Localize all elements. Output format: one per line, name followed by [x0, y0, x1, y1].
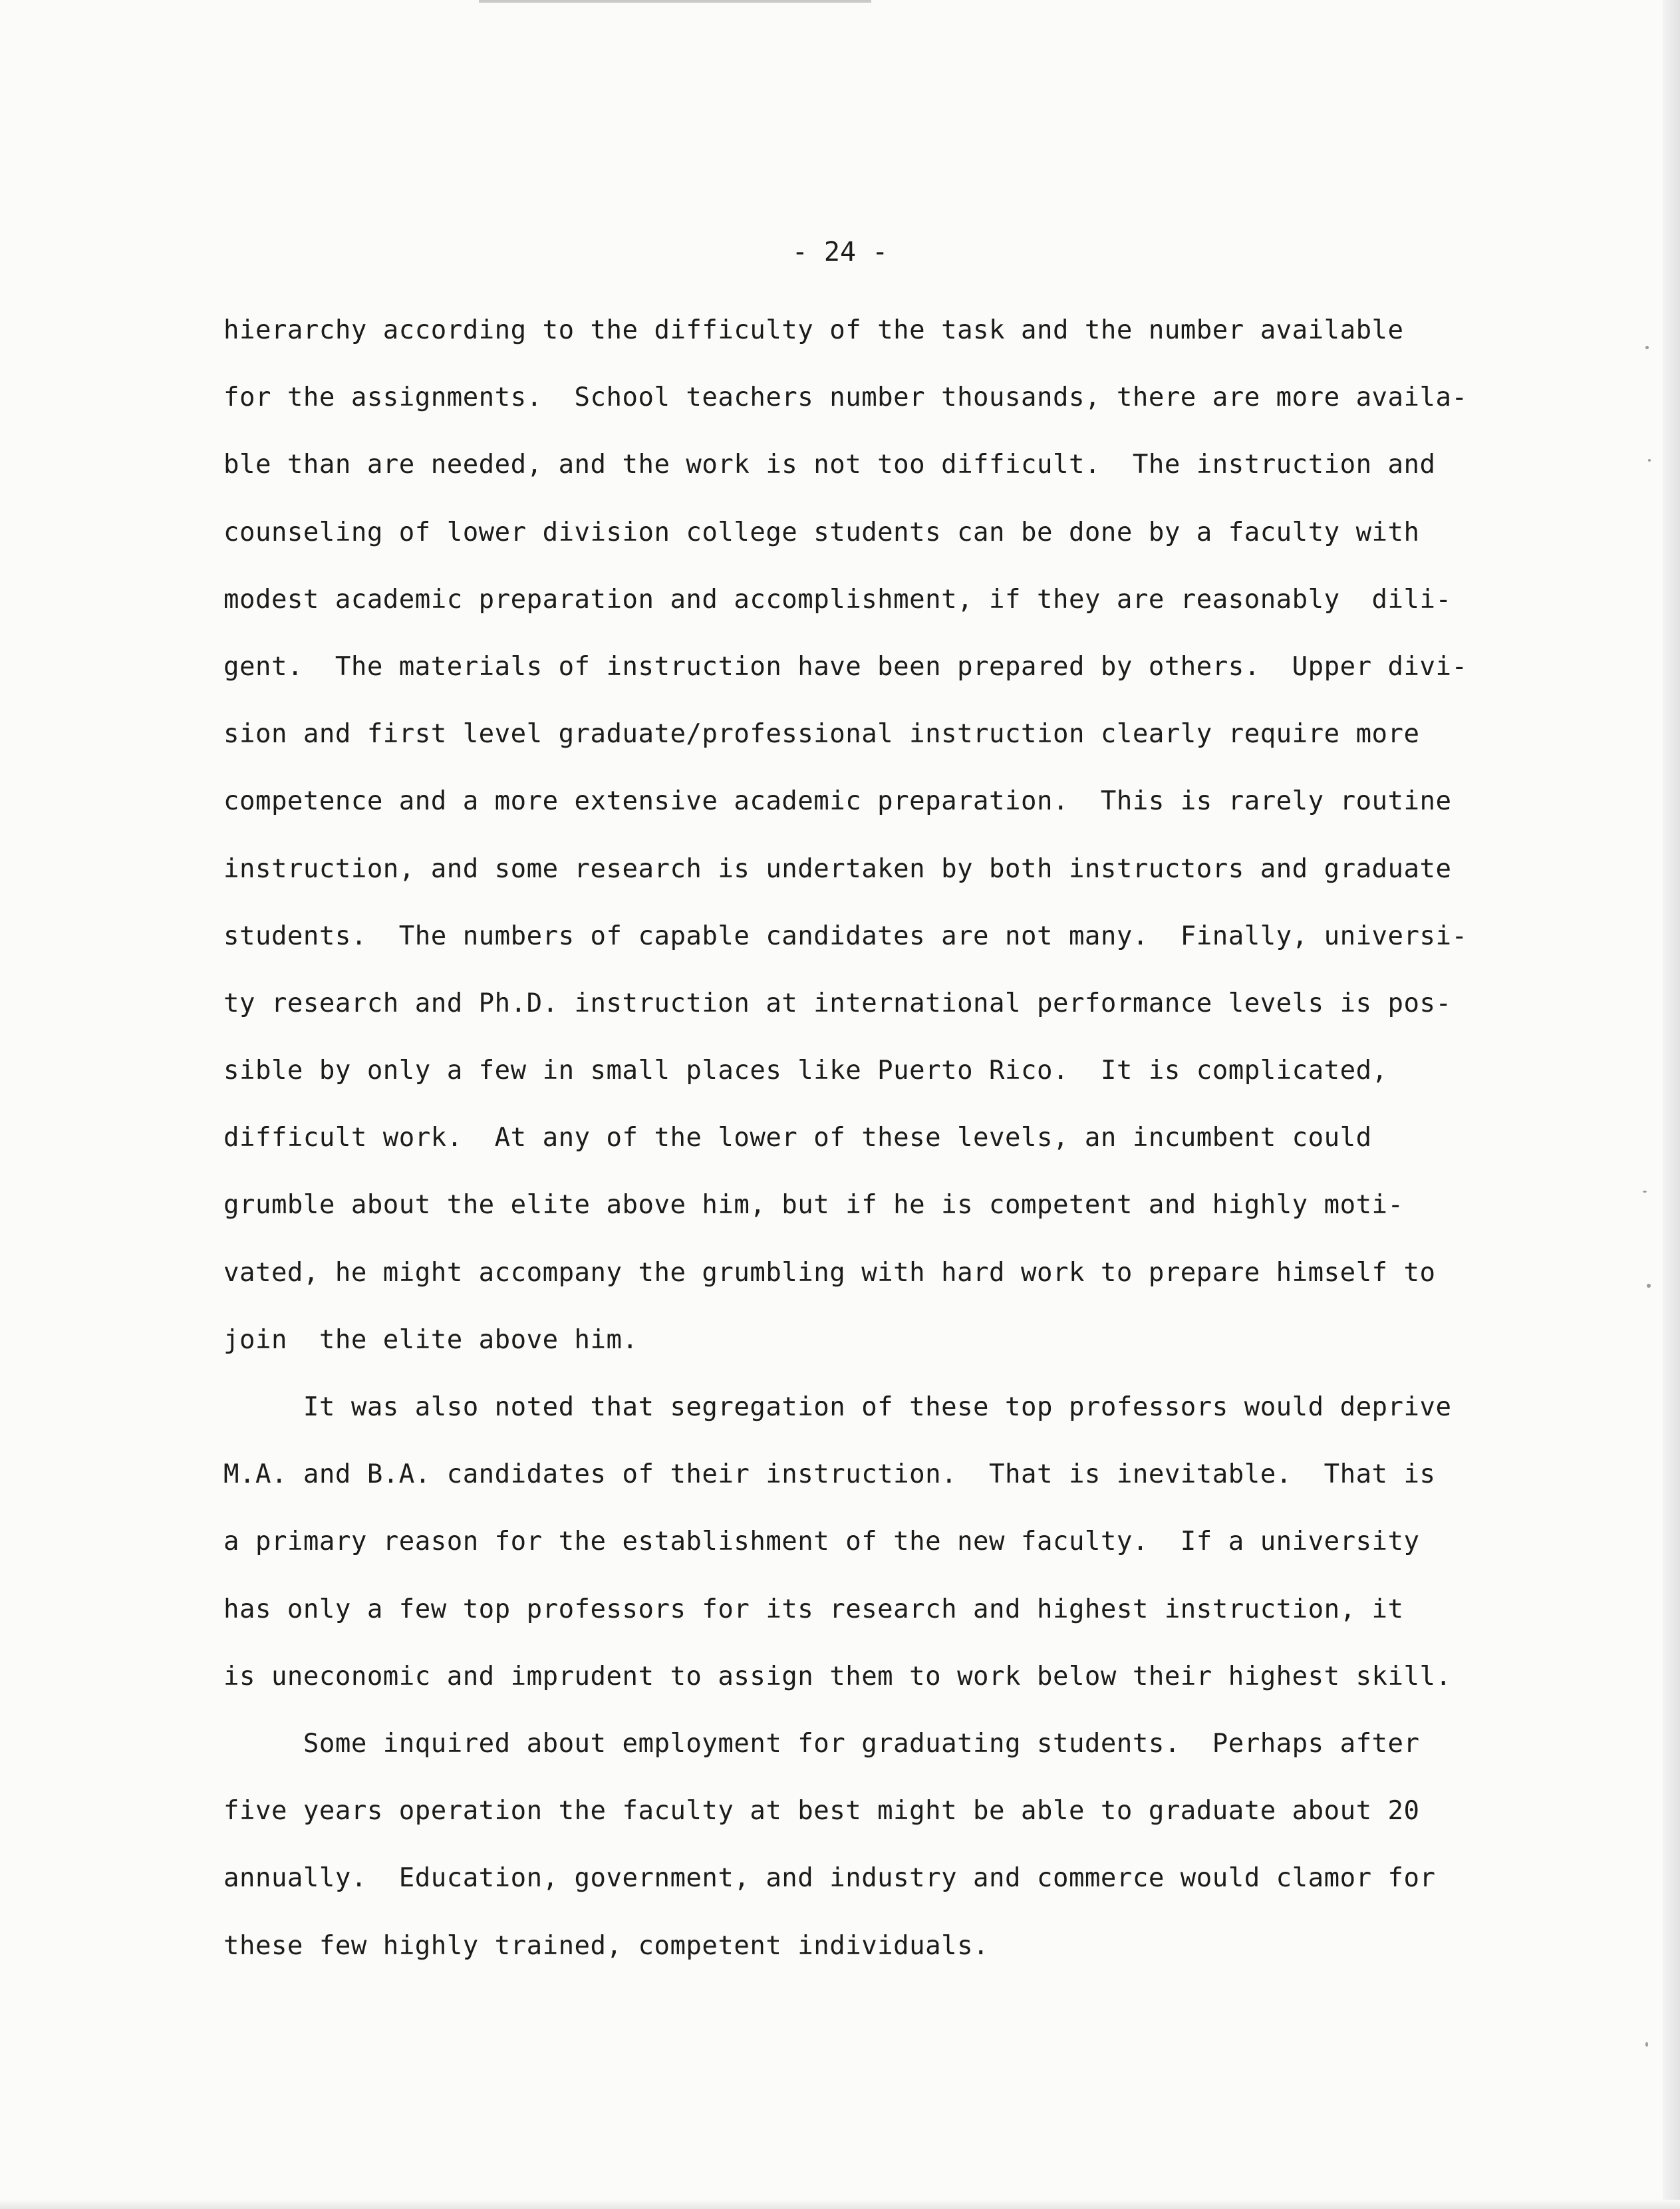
text-line: gent. The materials of instruction have been prepared by others. Upper divi-: [223, 651, 1468, 682]
text-line: difficult work. At any of the lower of these levels, an incumbent could: [223, 1123, 1372, 1153]
body-text: [223, 297, 1540, 1980]
scan-right-edge: [1663, 0, 1680, 2209]
text-line: sion and first level graduate/professional instruction clearly require more: [223, 719, 1420, 750]
scan-speck: [1645, 346, 1649, 349]
text-line: ble than are needed, and the work is not too difficult. The instruction and: [223, 450, 1436, 480]
text-line: modest academic preparation and accomplishment, if they are reasonably dili-: [223, 584, 1452, 615]
page-number: - 24 -: [791, 237, 889, 267]
text-line: annually. Education, government, and industry and commerce would clamor for: [223, 1863, 1436, 1894]
text-line: hierarchy according to the difficulty of the task and the number available: [223, 315, 1404, 345]
text-line: sible by only a few in small places like Puerto Rico. It is complicated,: [223, 1056, 1388, 1086]
scan-speck: [1647, 1284, 1651, 1288]
text-line: competence and a more extensive academic preparation. This is rarely routine: [223, 786, 1452, 817]
text-line: is uneconomic and imprudent to assign them to work below their highest skill.: [223, 1661, 1452, 1692]
scan-speck: [1643, 1191, 1647, 1193]
scan-speck: [1648, 459, 1651, 462]
text-line: has only a few top professors for its research and highest instruction, it: [223, 1594, 1404, 1624]
text-line: students. The numbers of capable candidates are not many. Finally, universi-: [223, 921, 1468, 951]
text-line: ty research and Ph.D. instruction at international performance levels is pos-: [223, 988, 1452, 1018]
text-line: five years operation the faculty at best might be able to graduate about 20: [223, 1796, 1420, 1827]
scan-bottom-edge: [0, 2200, 1680, 2209]
scan-speck: [1645, 2042, 1648, 2047]
text-line: It was also noted that segregation of these top professors would deprive: [223, 1392, 1452, 1422]
text-line: for the assignments. School teachers number thousands, there are more availa-: [223, 382, 1468, 413]
text-line: Some inquired about employment for graduating students. Perhaps after: [223, 1728, 1420, 1759]
text-line: vated, he might accompany the grumbling with hard work to prepare himself to: [223, 1257, 1436, 1288]
text-line: grumble about the elite above him, but if he is competent and highly moti-: [223, 1190, 1404, 1221]
text-line: instruction, and some research is undertaken by both instructors and graduate: [223, 853, 1452, 884]
scan-top-rule: [479, 0, 871, 3]
text-line: counseling of lower division college students can be done by a faculty with: [223, 517, 1420, 547]
text-line: join the elite above him.: [223, 1324, 638, 1355]
text-line: these few highly trained, competent individuals.: [223, 1930, 990, 1961]
text-line: M.A. and B.A. candidates of their instruction. That is inevitable. That is: [223, 1459, 1436, 1490]
text-line: a primary reason for the establishment of the new faculty. If a university: [223, 1527, 1420, 1557]
